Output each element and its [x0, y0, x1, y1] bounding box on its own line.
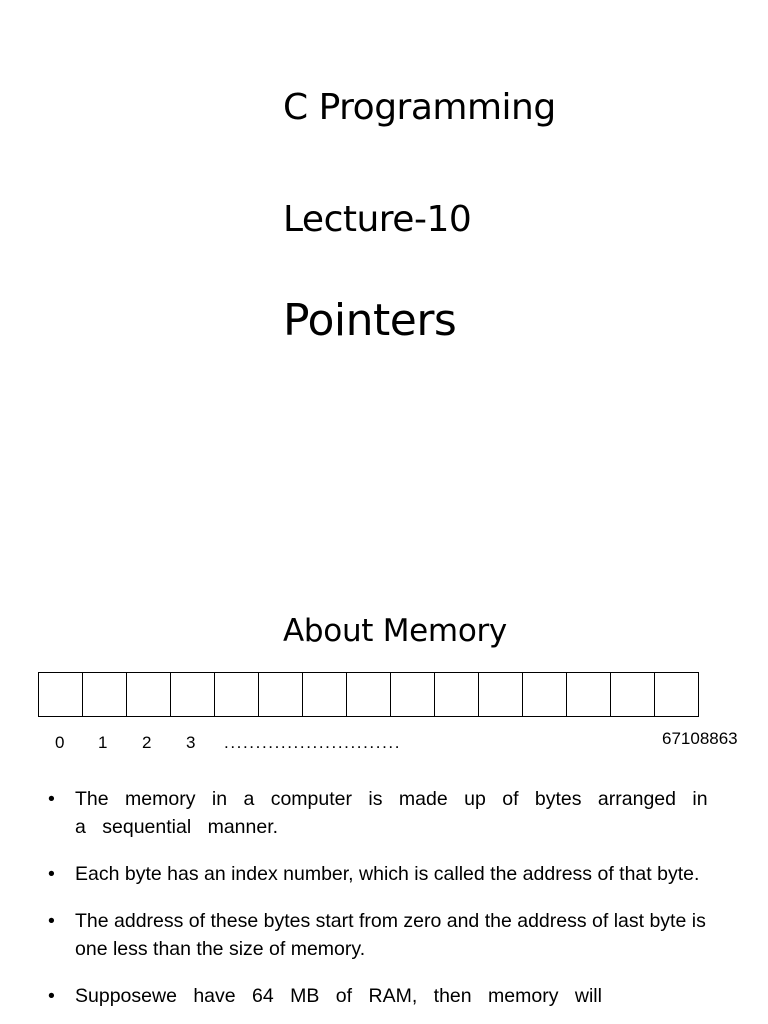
memory-cell — [567, 672, 611, 717]
memory-cell — [655, 672, 699, 717]
memory-cell — [259, 672, 303, 717]
bullet-marker: • — [48, 863, 55, 885]
memory-cell — [39, 672, 83, 717]
bullet-text: Each byte has an index number, which is called the address of that byte. — [75, 863, 700, 885]
address-label-0: 0 — [55, 733, 65, 752]
memory-slide — [0, 576, 768, 1024]
address-label-2: 2 — [142, 733, 152, 752]
bullet-marker: • — [48, 788, 55, 810]
memory-cell — [83, 672, 127, 717]
lecture-title: Lecture-10 — [283, 199, 472, 240]
memory-cell — [435, 672, 479, 717]
address-label-3: 3 — [186, 733, 196, 752]
memory-cell — [523, 672, 567, 717]
memory-cell — [347, 672, 391, 717]
bullet-item — [0, 785, 768, 841]
memory-cell — [127, 672, 171, 717]
memory-cell — [171, 672, 215, 717]
memory-cell — [303, 672, 347, 717]
bullet-item — [0, 907, 768, 963]
address-ellipsis: ............................ — [224, 733, 402, 752]
bullet-text: The memory in a computer is made up of bytes arranged in a sequential manner. — [75, 788, 708, 838]
bullet-item — [0, 860, 768, 888]
bullet-marker: • — [48, 985, 55, 1007]
bullet-text: Supposewe have 64 MB of RAM, then memory will — [75, 985, 602, 1007]
course-title: C Programming — [283, 87, 556, 128]
bullet-text: The address of these bytes start from zero and the address of last byte is one less than the size of memory. — [75, 910, 706, 960]
memory-cell — [215, 672, 259, 717]
memory-cell — [479, 672, 523, 717]
section-title: About Memory — [283, 613, 507, 649]
address-label-1: 1 — [98, 733, 108, 752]
bullet-item — [0, 982, 768, 1010]
memory-diagram — [38, 672, 699, 717]
bullet-marker: • — [48, 910, 55, 932]
bullet-list — [0, 785, 768, 1024]
memory-cell — [391, 672, 435, 717]
address-label-last: 67108863 — [662, 729, 738, 748]
memory-cell — [611, 672, 655, 717]
topic-title: Pointers — [283, 295, 457, 346]
